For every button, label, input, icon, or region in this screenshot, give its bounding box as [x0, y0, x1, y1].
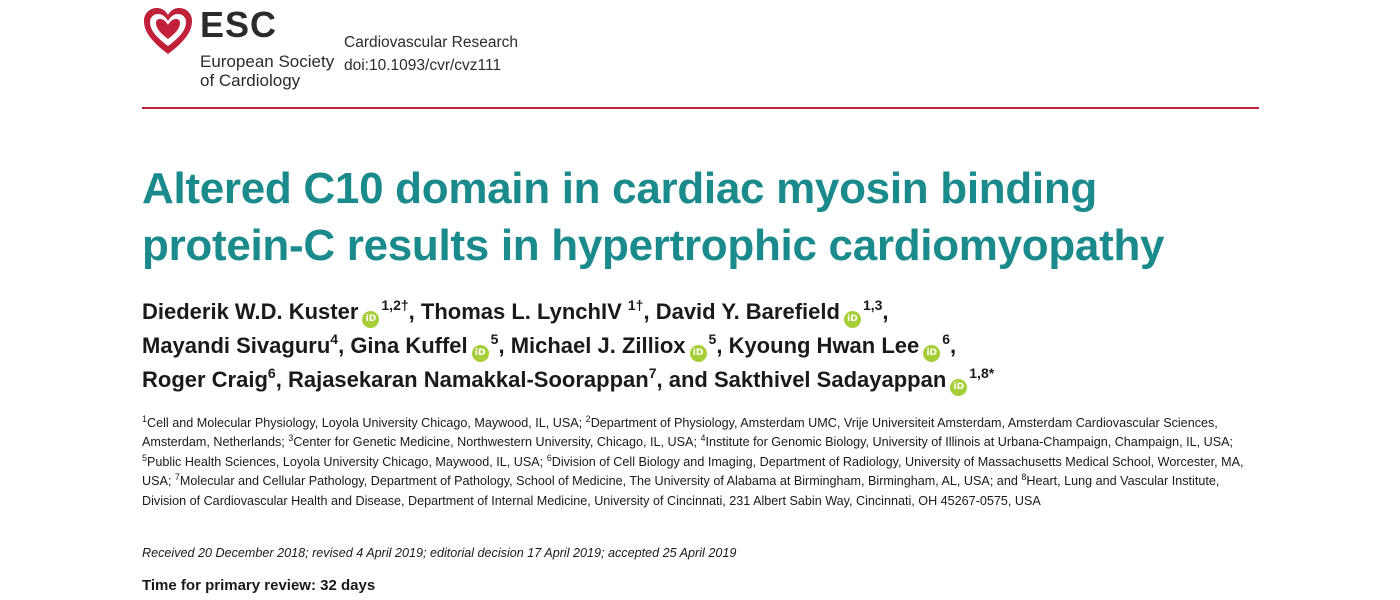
affiliations-block: $^1$Cell and Molecular Physiology, Loyola University Chicago, Maywood, IL, USA; $^2$Department of Physiology, Amsterdam UMC, Vrije Universiteit Amsterdam, Amsterdam Cardiovascular Sciences, Amsterdam, Netherlands; $^3$Center for Genetic Medicine, Northwestern University, Chicago, IL, USA; $^4$Institute for Genomic Biology, University of Illinois at Urbana-Champaign, Champaign, IL, USA; $^5$Public Health Sciences, Loyola University Chicago, Maywood, IL, USA; $^6$Division of Cell Biology and Imaging, Department of Radiology, University of Massachusetts Medical School, Worcester, MA, USA; $^7$Molecular and Cellular Pathology, Department of Pathology, School of Medicine, The University of Alabama at Birmingham, Birmingham, AL, USA; and $^8$Heart, Lung and Vascular Institute, Division of Cardiovascular Health and Disease, Department of Internal Medicine, University of Cincinnati, 231 Albert Sabin Way, Cincinnati, OH 45267-0575, USA [142, 414, 1244, 508]
affiliation-text: Public Health Sciences, Loyola University Chicago, Maywood, IL, USA; [147, 454, 547, 469]
header-divider [142, 107, 1259, 109]
author-affiliation-sup: 4 [330, 331, 339, 347]
orcid-icon[interactable]: iD [950, 379, 967, 396]
affiliation-text: Institute for Genomic Biology, University of Illinois at Urbana-Champaign, Champaign, IL, USA; [705, 435, 1234, 450]
orcid-icon[interactable]: iD [472, 345, 489, 362]
author-list: Diederik W.D. Kuster $iD^{1,2\dagger}$, Thomas L. LynchIV $^{1\dagger}$, David Y. Barefield iD$^{1,3}$, Mayandi Sivaguru$^4$, Gina Kuffel $iD^5$, Michael J. Zilliox $iD^5$, Kyoung Hwan Lee $iD^6$, Roger Craig$^6$, Rajasekaran Namakkal-Soorappan$^7$, and Sakthivel Sadayappan $iD^{1,8*}$ [142, 295, 1342, 397]
author-name[interactable]: Kyoung Hwan Lee [728, 333, 920, 358]
author-affiliation-sup: 5 [490, 331, 499, 347]
org-abbrev: ESC [200, 4, 278, 45]
author-name[interactable]: David Y. Barefield [655, 299, 840, 324]
review-time: Time for primary review: 32 days [142, 577, 376, 594]
author-name[interactable]: Rajasekaran Namakkal-Soorappan [287, 367, 649, 392]
author-name[interactable]: Michael J. Zilliox [510, 333, 686, 358]
article-title-line2: protein-C results in hypertrophic cardiomyopathy [142, 221, 1165, 270]
author-affiliation-sup: 6 [942, 331, 951, 347]
orcid-icon[interactable]: iD [844, 311, 861, 328]
affiliation-text: Heart, Lung and Vascular Institute, Division of Cardiovascular Health and Disease, Department of Internal Medicine, University of Cincinnati, 231 Albert Sabin Way, Cincinnati, OH 45267-0575, USA [142, 474, 1220, 508]
author-affiliation-sup: 1,3 [862, 297, 883, 313]
article-title [142, 160, 1292, 274]
org-name-line2: of Cardiology [200, 71, 301, 90]
author-affiliation-sup: 1† [627, 297, 644, 313]
journal-name: Cardiovascular Research [344, 34, 519, 51]
author-affiliation-sup: 1,2† [381, 297, 409, 313]
author-name[interactable]: Gina Kuffel [350, 333, 468, 358]
affiliation-text: Molecular and Cellular Pathology, Department of Pathology, School of Medicine, The University of Alabama at Birmingham, Birmingham, AL, USA; and [179, 474, 1022, 489]
orcid-icon[interactable]: iD [362, 311, 379, 328]
author-affiliation-sup: 1,8* [969, 365, 995, 381]
author-name[interactable]: Sakthivel Sadayappan [713, 367, 947, 392]
author-name[interactable]: Roger Craig [142, 367, 268, 392]
author-name[interactable]: Diederik W.D. Kuster [142, 299, 359, 324]
author-affiliation-sup: 5 [708, 331, 717, 347]
affiliation-text: Department of Physiology, Amsterdam UMC, Vrije Universiteit Amsterdam, Amsterdam Cardiovascular Sciences, Amsterdam, Netherlands; [142, 416, 1218, 450]
author-affiliation-sup: 6 [267, 365, 276, 381]
orcid-icon[interactable]: iD [923, 345, 940, 362]
orcid-icon[interactable]: iD [690, 345, 707, 362]
affiliation-text: Division of Cell Biology and Imaging, Department of Radiology, University of Massachusetts Medical School, Worcester, MA, USA; [142, 454, 1244, 489]
affiliation-text: Cell and Molecular Physiology, Loyola University Chicago, Maywood, IL, USA; [147, 416, 586, 430]
author-name[interactable]: Mayandi Sivaguru [142, 333, 331, 358]
doi-link[interactable]: doi:10.1093/cvr/cvz111 [344, 57, 502, 74]
article-title-line1: Altered C10 domain in cardiac myosin binding [142, 164, 1097, 213]
author-affiliation-sup: 7 [648, 365, 657, 381]
org-name-line1: European Society [200, 52, 335, 71]
affiliation-text: Center for Genetic Medicine, Northwestern University, Chicago, IL, USA; [293, 435, 701, 450]
author-name[interactable]: Thomas L. LynchIV [420, 299, 622, 324]
submission-dates: Received 20 December 2018; revised 4 April 2019; editorial decision 17 April 2019; accepted 25 April 2019 [142, 546, 737, 560]
esc-heart-logo-icon [142, 6, 194, 58]
journal-header [142, 4, 1262, 104]
